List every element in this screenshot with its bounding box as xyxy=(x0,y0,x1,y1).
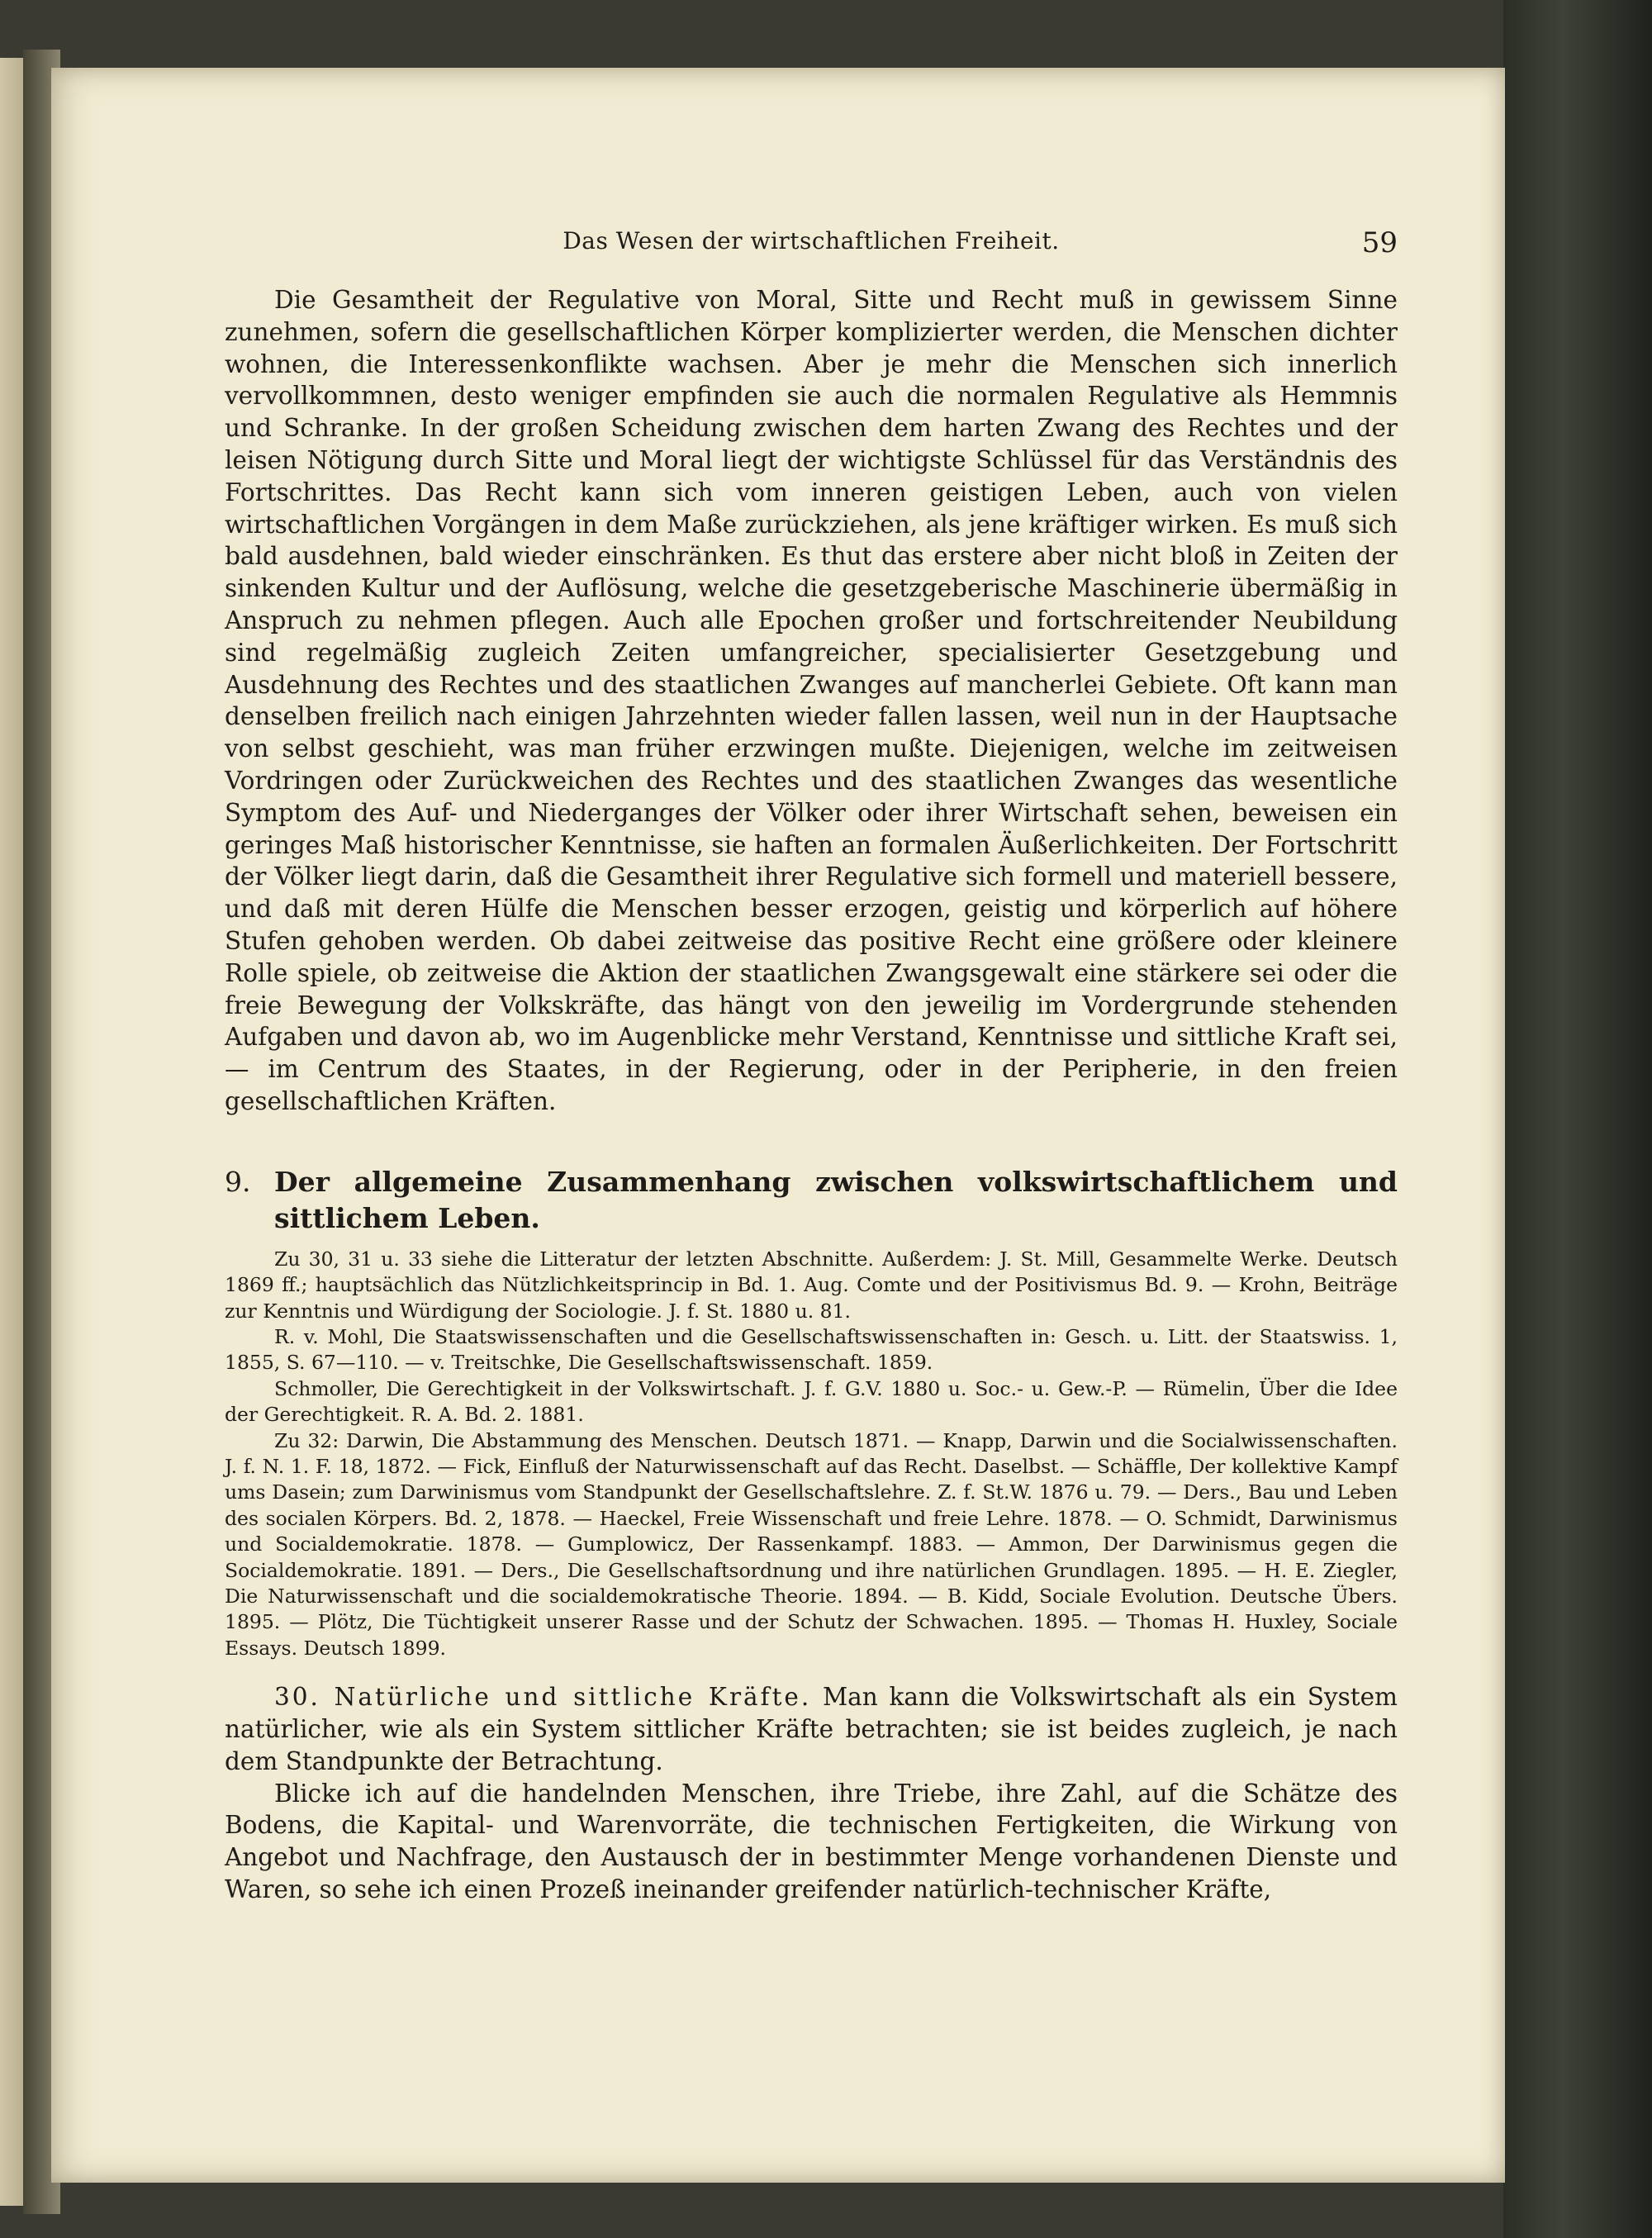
bibliography-entry: Schmoller, Die Gerechtigkeit in der Volkswirtschaft. J. f. G.V. 1880 u. Soc.- u. Gew.-P. — Rümelin, Über die Idee der Gerechtigkeit. R. A. Bd. 2. 1881. xyxy=(225,1376,1398,1427)
page-header xyxy=(225,216,1398,266)
book-page xyxy=(51,68,1505,2183)
bibliography-entry: R. v. Mohl, Die Staatswissenschaften und die Gesellschaftswissenschaften in: Gesch. u. Litt. der Staatswiss. 1, 1855, S. 67—110. — v. Treitschke, Die Gesellschaftswissenschaft. 1859. xyxy=(225,1324,1398,1375)
page-number: 59 xyxy=(1361,226,1398,259)
section-heading xyxy=(225,1164,1398,1237)
section-title: Der allgemeine Zusammenhang zwischen volkswirtschaftlichem und sittlichem Leben. xyxy=(274,1165,1398,1234)
section-number: 9. xyxy=(225,1165,251,1198)
body-paragraph: Die Gesamtheit der Regulative von Moral, Sitte und Recht muß in gewissem Sinne zunehmen, sofern die gesellschaftlichen Körper komplizierter werden, die Menschen dichter wohnen, die Interessenkonflikte wachsen. Aber je mehr die Menschen sich innerlich vervollkommnen, desto weniger empfinden sie auch die normalen Regulative als Hemmnis und Schranke. In der großen Scheidung zwischen dem harten Zwang des Rechtes und der leisen Nötigung durch Sitte und Moral liegt der wichtigste Schlüssel für das Verständnis des Fortschrittes. Das Recht kann sich vom inneren geistigen Leben, auch von vielen wirtschaftlichen Vorgängen in dem Maße zurückziehen, als jene kräftiger wirken. Es muß sich bald ausdehnen, bald wieder einschränken. Es thut das erstere aber nicht bloß in Zeiten der sinkenden Kultur und der Auflösung, welche die gesetzgeberische Maschinerie übermäßig in Anspruch zu nehmen pflegen. Auch alle Epochen großer und fortschreitender Neubildung sind regelmäßig zugleich Zeiten umfangreicher, specialisierter Gesetzgebung und Ausdehnung des Rechtes und des staatlichen Zwanges auf mancherlei Gebiete. Oft kann man denselben freilich nach einigen Jahrzehnten wieder fallen lassen, weil nun in der Hauptsache von selbst geschieht, was man früher erzwingen mußte. Diejenigen, welche im zeitweisen Vordringen oder Zurückweichen des Rechtes und des staatlichen Zwanges das wesentliche Symptom des Auf- und Niederganges der Völker oder ihrer Wirtschaft sehen, beweisen ein geringes Maß historischer Kenntnisse, sie haften an formalen Äußerlichkeiten. Der Fortschritt der Völker liegt darin, daß die Gesamtheit ihrer Regulative sich formell und materiell bessere, und daß mit deren Hülfe die Menschen besser erzogen, geistig und körperlich auf höhere Stufen gehoben werden. Ob dabei zeitweise das positive Recht eine größere oder kleinere Rolle spiele, ob zeitweise die Aktion der staatlichen Zwangsgewalt eine stärkere sei oder die freie Bewegung der Volkskräfte, das hängt von den jeweilig im Vordergrunde stehenden Aufgaben und davon ab, wo im Augenblicke mehr Verstand, Kenntnisse und sittliche Kraft sei, — im Centrum des Staates, in der Regierung, oder in der Peripherie, in den freien gesellschaftlichen Kräften. xyxy=(225,286,1398,1115)
book-binding-edge xyxy=(1503,0,1652,2238)
page-text-block xyxy=(225,216,1398,1906)
left-page-edge xyxy=(0,58,25,2206)
body-paragraph-30 xyxy=(225,1681,1398,1777)
body-paragraph: Blicke ich auf die handelnden Menschen, ihre Triebe, ihre Zahl, auf die Schätze des Bodens, die Kapital- und Warenvorräte, die technischen Fertigkeiten, die Wirkung von Angebot und Nachfrage, den Austausch der in bestimmter Menge vorhandenen Dienste und Waren, so sehe ich einen Prozeß ineinander greifender natürlich-technischer Kräfte, xyxy=(225,1779,1398,1903)
paragraph-lead: 30. Natürliche und sittliche Kräfte. xyxy=(274,1683,812,1712)
bibliography-entry: Zu 30, 31 u. 33 siehe die Litteratur der letzten Abschnitte. Außerdem: J. St. Mill, Gesammelte Werke. Deutsch 1869 ff.; hauptsächlich das Nützlichkeitsprincip in Bd. 1. Aug. Comte und der Positivismus Bd. 9. — Krohn, Beiträge zur Kenntnis und Würdigung der Sociologie. J. f. St. 1880 u. 81. xyxy=(225,1247,1398,1323)
bibliography-entry: Zu 32: Darwin, Die Abstammung des Menschen. Deutsch 1871. — Knapp, Darwin und die Socialwissenschaften. J. f. N. 1. F. 18, 1872. — Fick, Einfluß der Naturwissenschaft auf das Recht. Daselbst. — Schäffle, Der kollektive Kampf ums Dasein; zum Darwinismus vom Standpunkt der Gesellschaftslehre. Z. f. St.W. 1876 u. 79. — Ders., Bau und Leben des socialen Körpers. Bd. 2, 1878. — Haeckel, Freie Wissenschaft und freie Lehre. 1878. — O. Schmidt, Darwinismus und Socialdemokratie. 1878. — Gumplowicz, Der Rassenkampf. 1883. — Ammon, Der Darwinismus gegen die Socialdemokratie. 1891. — Ders., Die Gesellschaftsordnung und ihre natürlichen Grundlagen. 1895. — H. E. Ziegler, Die Naturwissenschaft und die socialdemokratische Theorie. 1894. — B. Kidd, Sociale Evolution. Deutsche Übers. 1895. — Plötz, Die Tüchtigkeit unserer Rasse und der Schutz der Schwachen. 1895. — Thomas H. Huxley, Sociale Essays. Deutsch 1899. xyxy=(225,1428,1398,1660)
paragraph-text: Man kann die Volkswirtschaft als ein System natürlicher, wie als ein System sittlicher Kräfte betrachten; sie ist beides zugleich, je nach dem Standpunkte der Betrachtung. xyxy=(225,1683,1398,1775)
running-title: Das Wesen der wirtschaftlichen Freiheit. xyxy=(563,227,1060,254)
